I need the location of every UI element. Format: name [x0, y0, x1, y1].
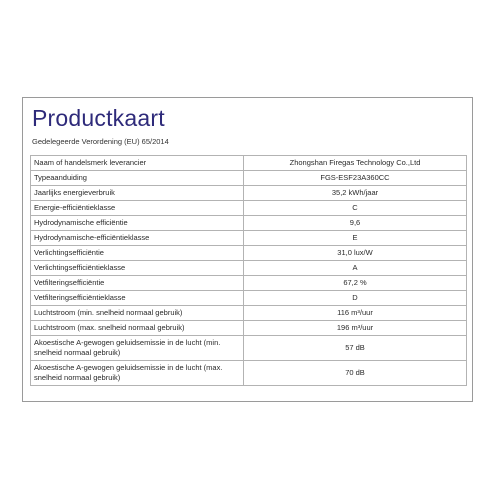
row-label: Vetfilteringsefficiëntie	[31, 276, 244, 291]
row-value: 116 m³/uur	[244, 306, 467, 321]
row-label: Naam of handelsmerk leverancier	[31, 156, 244, 171]
row-value: E	[244, 231, 467, 246]
product-card	[22, 97, 473, 402]
row-value: FGS-ESF23A360CC	[244, 171, 467, 186]
row-label: Vetfilteringsefficiëntieklasse	[31, 291, 244, 306]
table-row	[31, 361, 467, 386]
product-spec-table	[30, 155, 467, 386]
table-row	[31, 156, 467, 171]
table-row	[31, 276, 467, 291]
table-row	[31, 231, 467, 246]
row-label: Akoestische A-gewogen geluidsemissie in de lucht (max. snelheid normaal gebruik)	[31, 361, 244, 386]
row-label: Akoestische A-gewogen geluidsemissie in de lucht (min. snelheid normaal gebruik)	[31, 336, 244, 361]
row-label: Luchtstroom (max. snelheid normaal gebruik)	[31, 321, 244, 336]
table-row	[31, 291, 467, 306]
row-label: Energie-efficiëntieklasse	[31, 201, 244, 216]
row-value: 9,6	[244, 216, 467, 231]
table-row	[31, 261, 467, 276]
regulation-subtitle: Gedelegeerde Verordening (EU) 65/2014	[32, 137, 169, 146]
row-value: 31,0 lux/W	[244, 246, 467, 261]
table-row	[31, 321, 467, 336]
row-value: 196 m³/uur	[244, 321, 467, 336]
row-label: Verlichtingsefficiëntieklasse	[31, 261, 244, 276]
row-label: Verlichtingsefficiëntie	[31, 246, 244, 261]
row-value: 70 dB	[244, 361, 467, 386]
row-label: Luchtstroom (min. snelheid normaal gebruik)	[31, 306, 244, 321]
table-row	[31, 336, 467, 361]
table-row	[31, 306, 467, 321]
row-value: 67,2 %	[244, 276, 467, 291]
page-title: Productkaart	[32, 105, 165, 131]
row-value: A	[244, 261, 467, 276]
table-row	[31, 186, 467, 201]
table-row	[31, 246, 467, 261]
row-value: 35,2 kWh/jaar	[244, 186, 467, 201]
row-label: Hydrodynamische efficiëntie	[31, 216, 244, 231]
row-label: Hydrodynamische-efficiëntieklasse	[31, 231, 244, 246]
row-value: 57 dB	[244, 336, 467, 361]
table-row	[31, 216, 467, 231]
row-value: C	[244, 201, 467, 216]
row-value: D	[244, 291, 467, 306]
row-label: Jaarlijks energieverbruik	[31, 186, 244, 201]
row-label: Typeaanduiding	[31, 171, 244, 186]
table-row	[31, 171, 467, 186]
row-value: Zhongshan Firegas Technology Co.,Ltd	[244, 156, 467, 171]
table-row	[31, 201, 467, 216]
